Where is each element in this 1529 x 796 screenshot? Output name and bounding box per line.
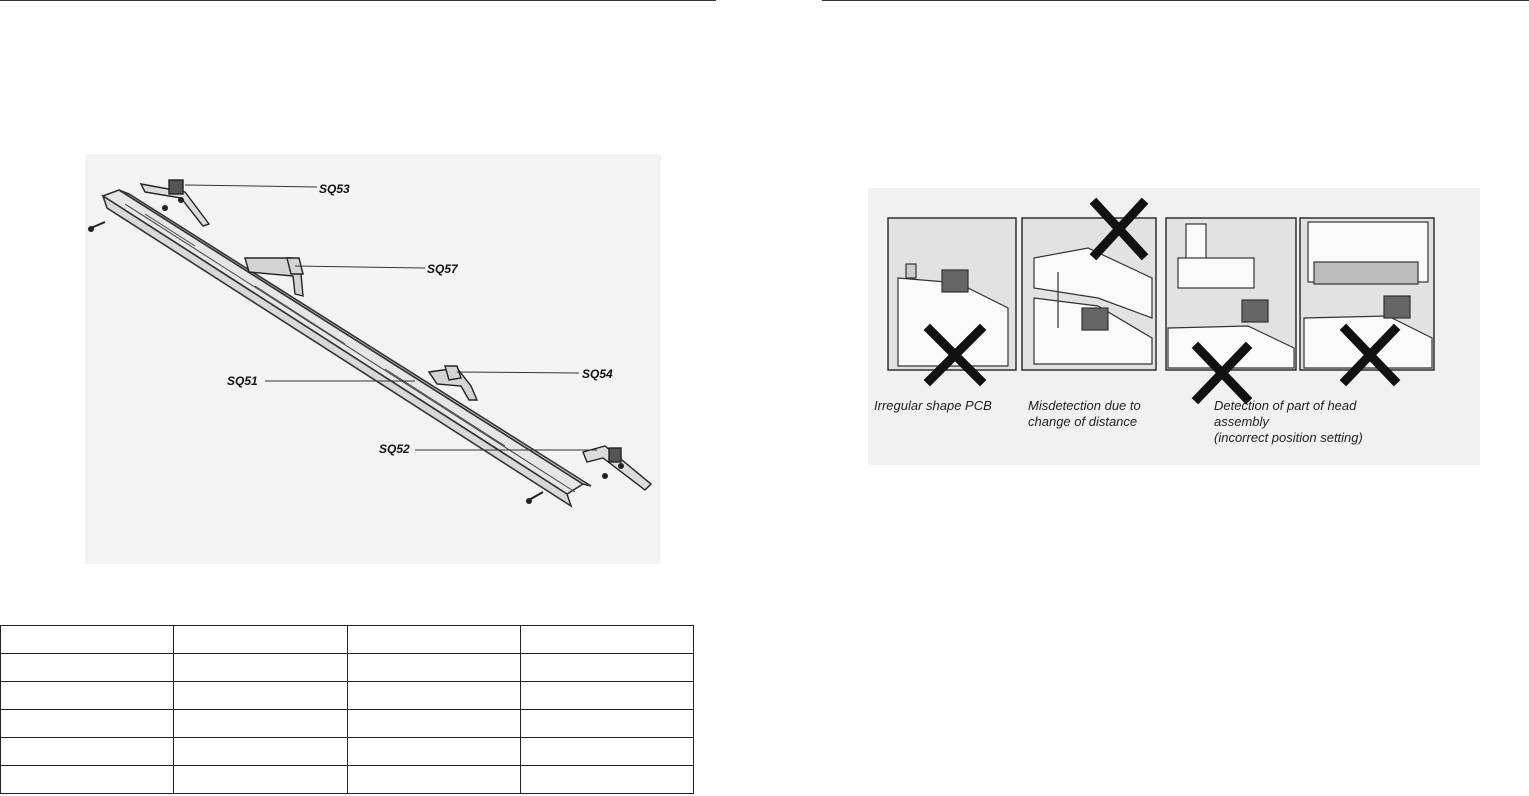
panel-illustrations	[868, 188, 1480, 465]
table-cell	[520, 710, 693, 738]
table-cell	[174, 626, 347, 654]
table-row	[1, 738, 694, 766]
table-row	[1, 710, 694, 738]
table-cell	[347, 654, 520, 682]
table-cell	[520, 654, 693, 682]
callout-sq54: SQ54	[582, 367, 613, 381]
caption-detection-head: Detection of part of head assembly (incorrect position setting)	[1214, 398, 1363, 445]
caption-irregular-shape: Irregular shape PCB	[874, 398, 992, 413]
table-cell	[174, 710, 347, 738]
table-cell	[174, 682, 347, 710]
rail-diagram	[85, 154, 661, 564]
table-cell	[1, 626, 174, 654]
table-row	[1, 682, 694, 710]
table-cell	[174, 654, 347, 682]
misdetection-figure	[868, 188, 1480, 465]
right-page	[822, 0, 1529, 796]
callout-sq52: SQ52	[379, 442, 410, 456]
table-cell	[520, 682, 693, 710]
top-rule-left	[0, 0, 716, 1]
table-row	[1, 654, 694, 682]
table-cell	[174, 738, 347, 766]
table-cell	[1, 710, 174, 738]
table-cell	[520, 766, 693, 794]
table-cell	[1, 682, 174, 710]
callout-sq51: SQ51	[227, 374, 258, 388]
table-cell	[520, 626, 693, 654]
table-cell	[520, 738, 693, 766]
caption-misdetection: Misdetection due to change of distance	[1028, 398, 1141, 429]
table-cell	[1, 654, 174, 682]
table-cell	[347, 626, 520, 654]
spec-table	[0, 625, 694, 794]
table-cell	[347, 766, 520, 794]
table-row	[1, 626, 694, 654]
callout-sq57: SQ57	[427, 262, 458, 276]
sensor-assembly-figure	[85, 154, 661, 564]
table-cell	[1, 738, 174, 766]
table-row	[1, 766, 694, 794]
table-cell	[1, 766, 174, 794]
top-rule-right	[822, 0, 1529, 1]
callout-sq53: SQ53	[319, 182, 350, 196]
table-cell	[347, 710, 520, 738]
table-cell	[174, 766, 347, 794]
left-page	[0, 0, 716, 796]
table-cell	[347, 738, 520, 766]
table-cell	[347, 682, 520, 710]
